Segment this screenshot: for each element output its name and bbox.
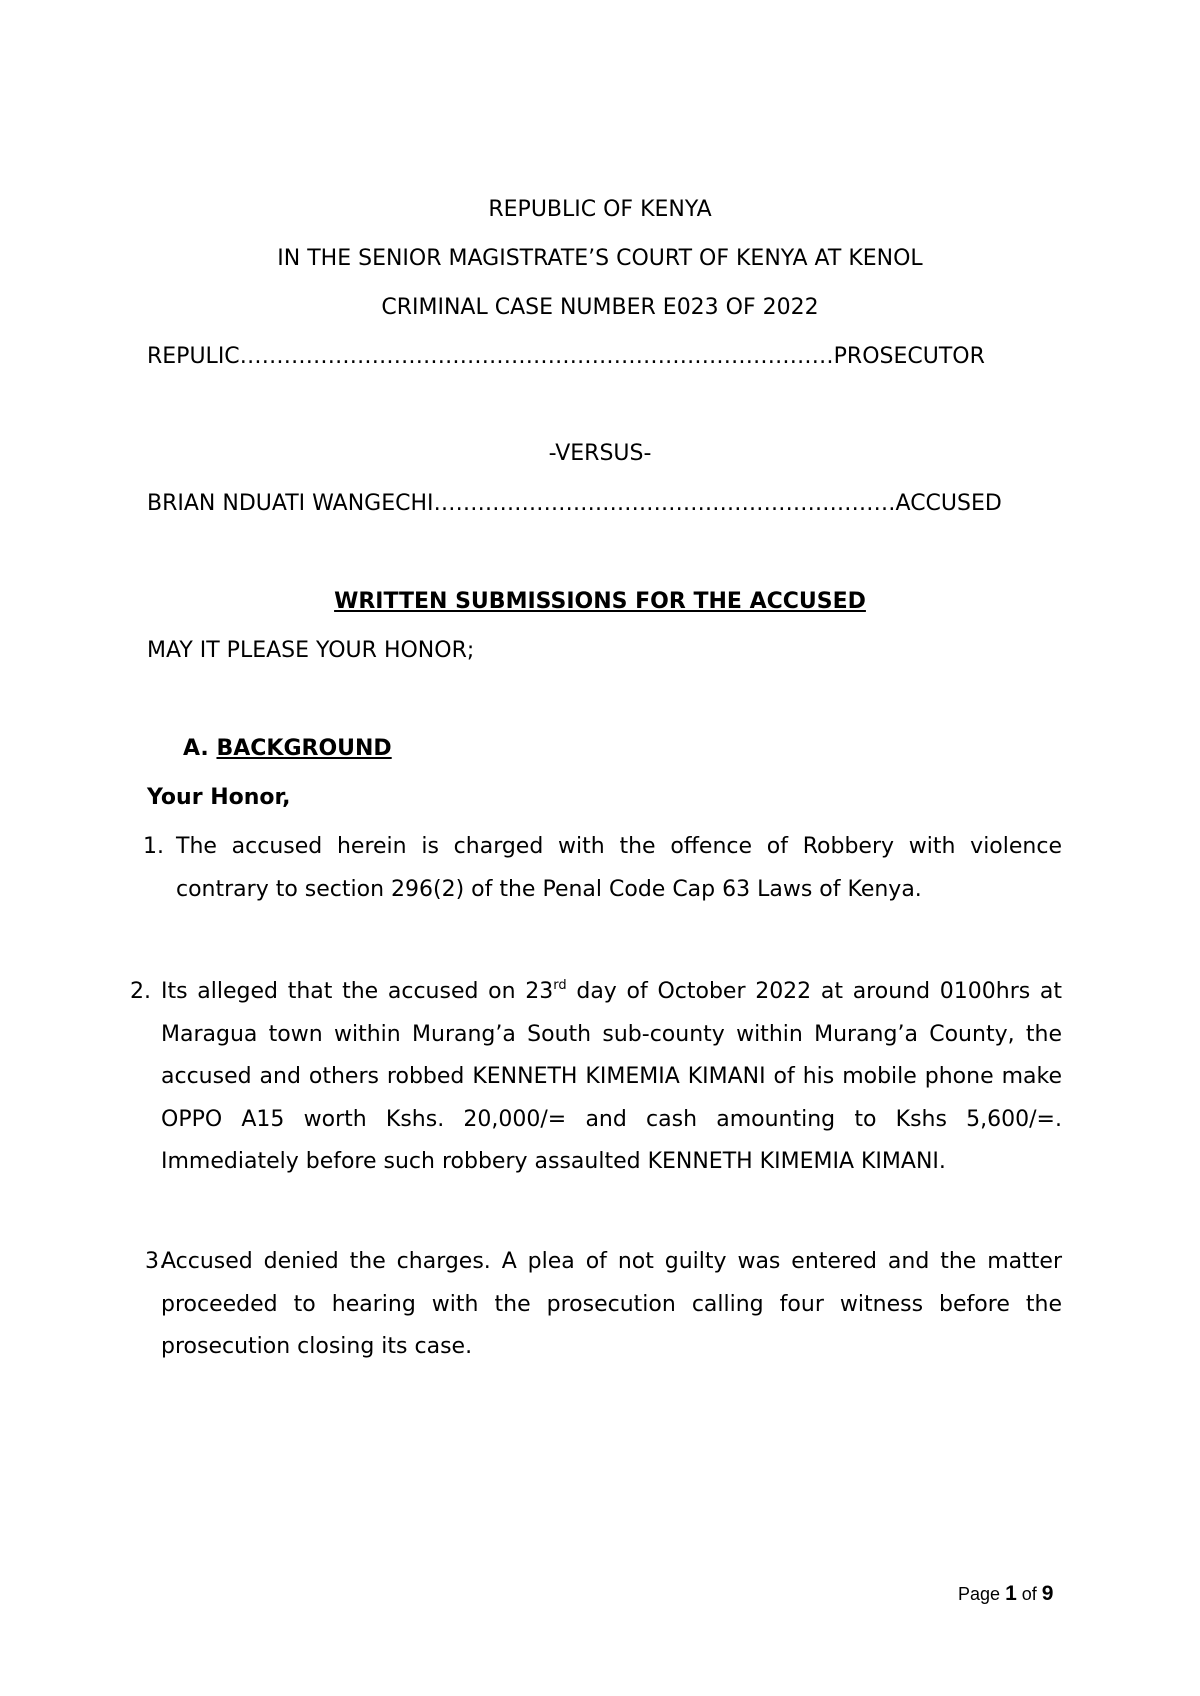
header-republic: REPUBLIC OF KENYA	[488, 197, 712, 222]
document-title: WRITTEN SUBMISSIONS FOR THE ACCUSED	[334, 589, 866, 614]
versus-line: -VERSUS-	[548, 441, 652, 466]
paragraph-2-text-start: Its alleged that the accused on 23	[161, 979, 554, 1004]
paragraph-2-text-rest: day of October 2022 at around 0100hrs at Maragua town within Murang’a South sub-county within Murang’a County, the accused and others robbed KENNETH KIMEMIA KIMANI of his mobile phone make OPPO A15 worth Kshs. 20,000/= and cash amounting to Kshs 5,600/=. Immediately before such robbery assaulted KENNETH KIMEMIA KIMANI.	[161, 979, 1063, 1174]
header-court: IN THE SENIOR MAGISTRATE’S COURT OF KENYA AT KENOL	[277, 246, 923, 271]
footer-of-word: of	[1021, 1584, 1037, 1604]
paragraph-2-text	[161, 971, 1062, 1184]
footer-total-pages: 9	[1041, 1582, 1054, 1605]
paragraph-1-number: 1.	[143, 834, 164, 859]
ordinal-superscript: rd	[553, 978, 567, 993]
page-number-footer	[958, 1582, 1053, 1606]
address-your-honor: Your Honor,	[147, 785, 291, 810]
paragraph-3-text: Accused denied the charges. A plea of not guilty was entered and the matter proceeded to hearing with the prosecution calling four witness before the prosecution closing its case.	[161, 1249, 1062, 1359]
paragraph-1-text: The accused herein is charged with the offence of Robbery with violence contrary to section 296(2) of the Penal Code Cap 63 Laws of Kenya.	[176, 834, 1062, 902]
paragraph-2-number: 2.	[130, 979, 151, 1004]
section-a-heading	[183, 735, 392, 763]
paragraph-3-number: 3.	[145, 1249, 166, 1274]
header-case-number: CRIMINAL CASE NUMBER E023 OF 2022	[381, 295, 819, 320]
section-a-title: BACKGROUND	[216, 736, 392, 761]
accused-line: BRIAN NDUATI WANGECHI………………………………………………………ACCUSED	[147, 491, 1002, 516]
footer-current-page: 1	[1005, 1582, 1017, 1605]
section-a-marker: A.	[183, 736, 209, 761]
salutation: MAY IT PLEASE YOUR HONOR;	[147, 638, 475, 663]
footer-page-word: Page	[958, 1584, 1001, 1604]
prosecutor-line: REPULIC………………………………………………………………………PROSECUTOR	[147, 344, 985, 369]
